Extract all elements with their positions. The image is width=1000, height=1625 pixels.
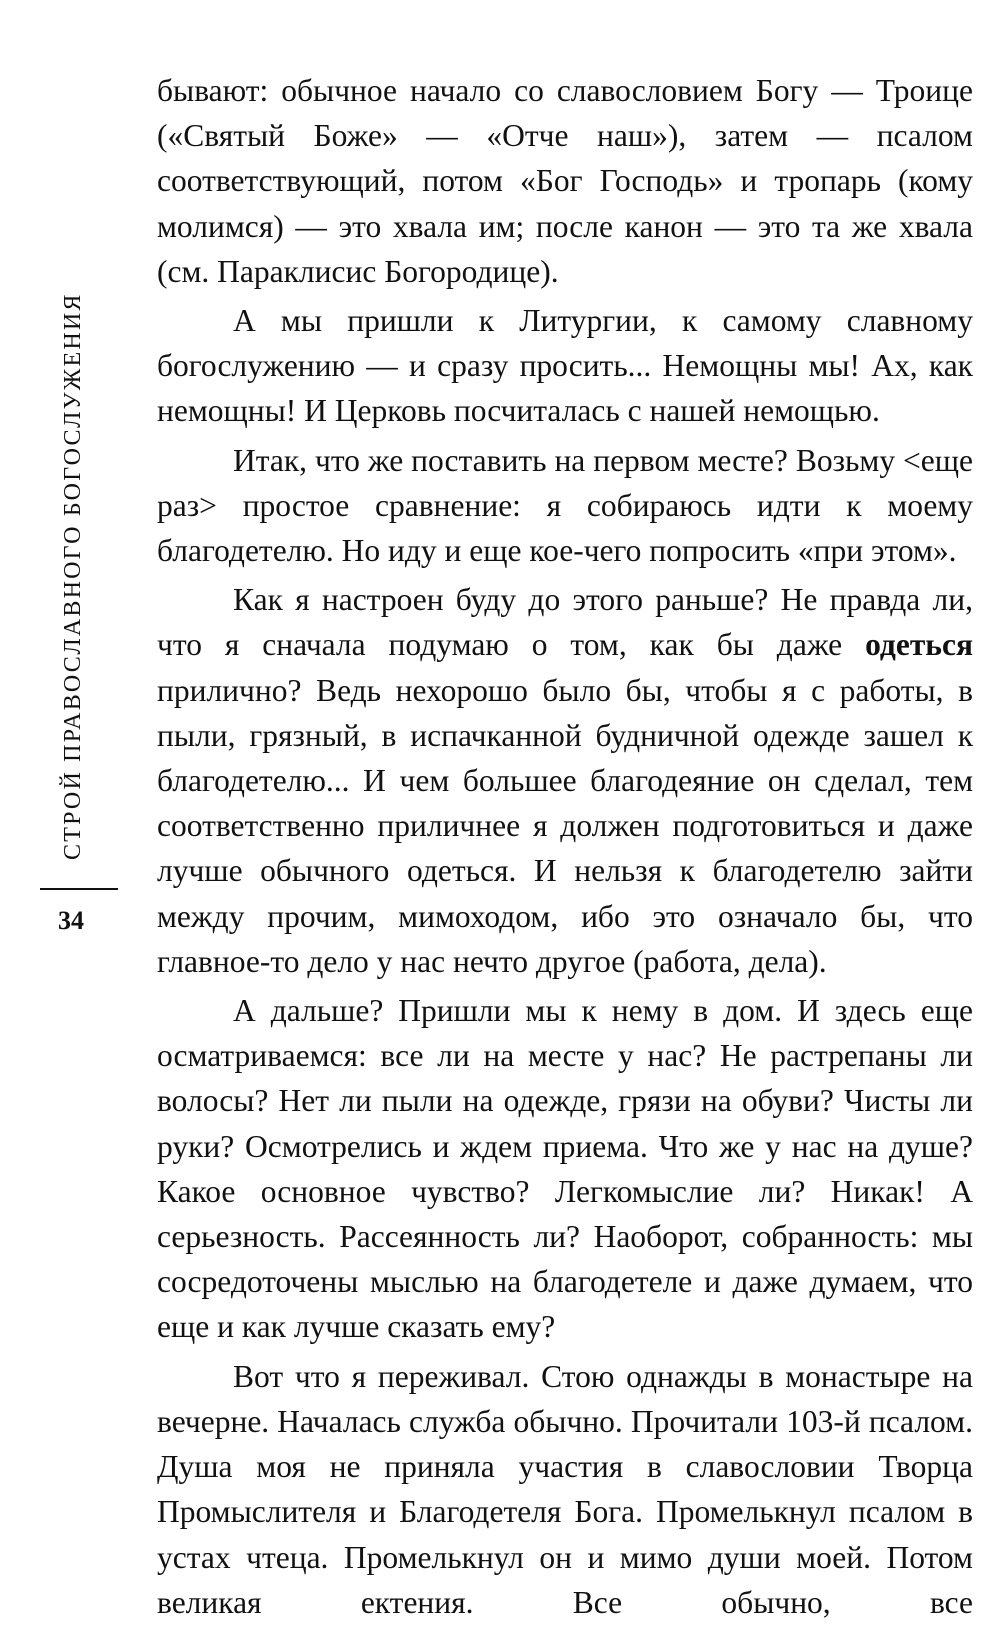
page-number: 34	[58, 906, 84, 935]
paragraph-3: Итак, что же поставить на первом месте? Возьму <еще раз> простое сравнение: я собираюсь идти к моему благодетелю. Но иду и еще кое-чего попросить «при этом».	[157, 442, 973, 569]
paragraph-1: бывают: обычное начало со славословием Богу — Троице («Святый Боже» — «Отче наш»), затем — псалом соответствующий, потом «Бог Господь» и тропарь (кому молимся) — это хвала им; после канон — это та же хвала (см. Параклисис Богородице).	[157, 73, 973, 289]
paragraph-6: Вот что я переживал. Стою однажды в монастыре на вечерне. Началась служба обычно. Прочитали 103-й псалом. Душа моя не приняла участия в славословии Творца Промыслителя и Благодетеля Бога. Промелькнул псалом в устах чтеца. Промелькнул он и мимо души моей. Потом великая ектения. Все обычно, все	[157, 1358, 973, 1620]
margin-divider	[40, 888, 118, 890]
running-title: СТРОЙ ПРАВОСЛАВНОГО БОГОСЛУЖЕНИЯ	[60, 292, 86, 860]
left-margin	[0, 0, 140, 1536]
paragraph-4-bold: одеться	[865, 627, 973, 663]
paragraph-4-part-2: прилично? Ведь нехорошо было бы, чтобы я с работы, в пыли, грязный, в испачканной будничной одежде зашел к благодетелю... И чем большее благодеяние он сделал, тем соответственно приличнее я должен подготовиться и даже лучше обычного одеться. И нельзя к благодетелю зайти между прочим, мимоходом, ибо это означало бы, что главное-то дело у нас нечто другое (работа, дела).	[157, 672, 973, 979]
paragraph-4	[157, 577, 973, 984]
paragraph-2: А мы пришли к Литургии, к самому славному богослужению — и сразу просить... Немощны мы! Ах, как немощны! И Церковь посчиталась с нашей немощью.	[157, 303, 973, 429]
body-text	[157, 68, 973, 1625]
paragraph-4-part-1: Как я настроен буду до этого раньше? Не правда ли, что я сначала подумаю о том, как бы даже	[157, 582, 973, 663]
paragraph-5: А дальше? Пришли мы к нему в дом. И здесь еще осматриваемся: все ли на месте у нас? Не растрепаны ли волосы? Нет ли пыли на одежде, грязи на обуви? Чисты ли руки? Осмотрелись и ждем приема. Что же у нас на душе? Какое основное чувство? Легкомыслие ли? Никак! А серьезность. Рассеянность ли? Наоборот, собранность: мы сосредоточены мыслью на благодетеле и даже думаем, что еще и как лучше сказать ему?	[157, 993, 973, 1345]
